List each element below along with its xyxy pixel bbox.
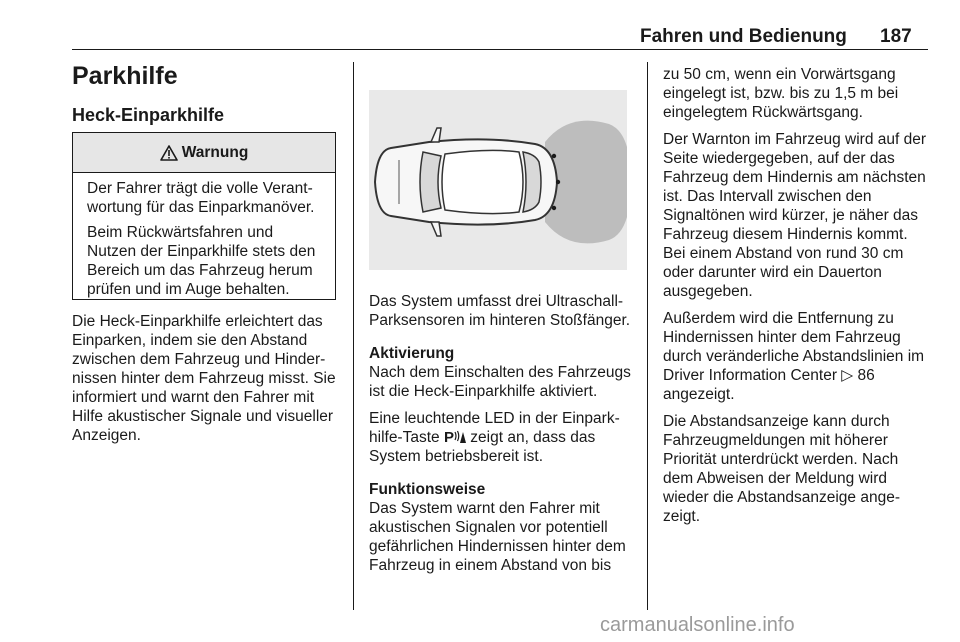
column-2-text (369, 292, 633, 575)
header-title: Fahren und Bedienung (640, 26, 847, 47)
led-paragraph (369, 409, 633, 466)
function-heading: Funktionsweise (369, 481, 486, 498)
warning-header (73, 133, 335, 173)
car-roof (442, 150, 523, 213)
body-paragraph: Der Warnton im Fahrzeug wird auf der Seite wiedergegeben, auf der das Fahrzeug dem Hindernis am nächsten ist. Das Intervall zwischen den Signaltönen wird kürzer, je näher das Fahrzeug diesem Hindernis kommt. Bei einem Abstand von rund 30 cm oder darunter wird ein Dauerton ausgegeben. (663, 131, 927, 300)
page-header (0, 26, 960, 50)
svg-text:P: P (443, 429, 454, 444)
body-paragraph: Das System umfasst drei Ultraschall-Parksensoren im hinteren Stoßfänger. (369, 293, 631, 329)
watermark: carmanualsonline.info (600, 614, 795, 636)
car-rear-window (523, 152, 541, 212)
function-block (369, 480, 633, 575)
led-text-before: Eine leuchtende LED in der Einparkhilfe-Taste (369, 410, 620, 446)
led-text-after: zeigt an, dass das System betriebsbereit ist. (369, 429, 596, 465)
activation-block (369, 344, 633, 401)
warning-paragraph: Der Fahrer trägt die volle Verantwortung für das Einparkmanöver. (87, 180, 315, 216)
column-3-text (663, 65, 931, 526)
header-rule (72, 49, 928, 50)
body-paragraph: Außerdem wird die Entfernung zu Hindernissen hinter dem Fahrzeug durch veränderliche Abstandslinien im Driver Information Center ▷ 86 angezeigt. (663, 310, 925, 403)
warning-body (73, 173, 335, 299)
park-assist-button-icon (444, 428, 466, 444)
column-divider-2 (647, 62, 648, 610)
warning-box (72, 132, 336, 300)
sensor-dot (556, 180, 560, 184)
section-title: Parkhilfe (72, 62, 178, 90)
section-subtitle: Heck-Einparkhilfe (72, 105, 225, 125)
column-1-text (72, 312, 340, 445)
column-divider-1 (353, 62, 354, 610)
sensor-dot (552, 154, 556, 158)
page-number: 187 (880, 26, 912, 47)
body-paragraph: Die Heck-Einparkhilfe erleichtert das Einparken, indem sie den Abstand zwischen dem Fahrzeug und Hindernissen hinter dem Fahrzeug misst. Sie informiert und warnt den Fahrer mit Hilfe akustischer Signale und visueller Anzeigen. (72, 313, 336, 444)
activation-text: Nach dem Einschalten des Fahrzeugs ist die Heck-Einparkhilfe aktiviert. (369, 364, 631, 400)
car-windshield (420, 152, 441, 212)
warning-paragraph: Beim Rückwärtsfahren und Nutzen der Einparkhilfe stets den Bereich um das Fahrzeug herum prüfen und im Auge behalten. (87, 224, 316, 298)
sensor-dot (552, 206, 556, 210)
body-paragraph: Die Abstandsanzeige kann durch Fahrzeugmeldungen mit höherer Priorität unterdrückt werden. Nach dem Abweisen der Meldung wird wieder die Abstandsanzeige angezeigt. (663, 413, 900, 525)
warning-title: Warnung (181, 143, 249, 161)
function-text: Das System warnt den Fahrer mit akustischen Signalen vor potentiell gefährlichen Hindernissen hinter dem Fahrzeug in einem Abstand von bis (369, 500, 626, 574)
warning-triangle-icon (160, 145, 178, 161)
body-paragraph: zu 50 cm, wenn ein Vorwärtsgang eingelegt ist, bzw. bis zu 1,5 m bei eingelegtem Rückwärtsgang. (663, 66, 899, 121)
activation-heading: Aktivierung (369, 345, 455, 362)
vehicle-sensor-illustration (369, 90, 627, 270)
